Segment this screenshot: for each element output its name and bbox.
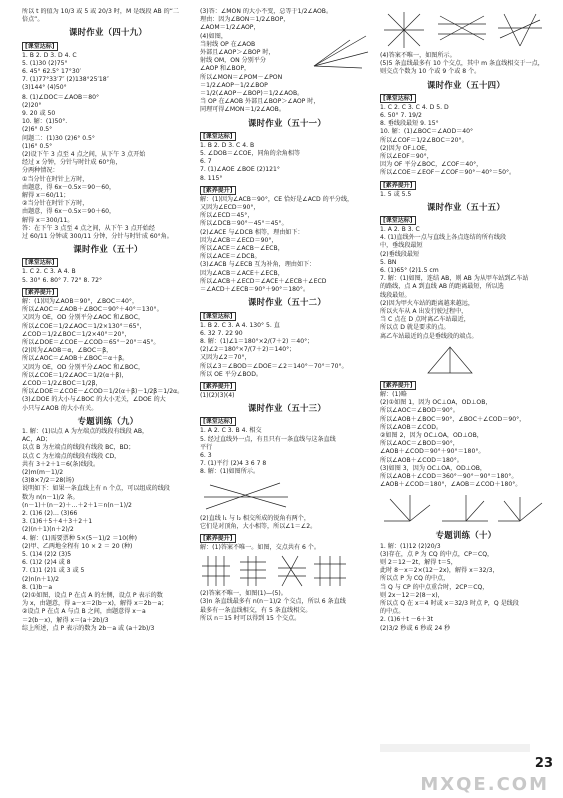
text-line: (2)①如图，设点 P 在点 A 的左侧，设点 P 表示的数 (22, 592, 163, 599)
section-tag: [素养提升] (380, 381, 416, 390)
text-line: 为 x，由题意，得 a－x＝2(b－x)，解得 x＝2b－a； (22, 600, 168, 608)
section-tag: [素养提升] (22, 288, 58, 297)
text-line: ∠AOP 和∠BOP， (200, 65, 251, 73)
text-line: ②设点 P 在点 A 与点 B 之间，由题意得 x－a (22, 608, 146, 616)
text-line: 所以∠AOC＝∠BOD＝90°， (380, 440, 459, 448)
text-line: (2)因为甲火车站的距离越来越远， (380, 299, 474, 307)
text-line: 10. 解：(1)∠BOC＝∠AOD＝40° (380, 128, 474, 136)
text-line: 6. (1)2 (2)4 或 8 (22, 559, 71, 567)
text-line: (2)(n＋1)(n＋2)/2 (22, 526, 74, 534)
text-line: 所以∠ACE＝∠DCB。 (200, 253, 261, 261)
text-line: 5. BN (380, 258, 397, 266)
text-line: 6. 50° 7. 19/2 (380, 112, 422, 120)
text-line: 解：(1)因为∠AOB＝90°，∠BOC＝40°， (22, 297, 139, 305)
text-line: 所以点 P 为 CQ 的中点， (380, 575, 450, 583)
text-line: ∠COD＝1/2∠BOC＝1/2β， (22, 379, 102, 387)
text-line: 所以∠ACE＝∠ACB－∠ECB， (200, 245, 284, 253)
text-line: 经过 x 分钟，分针与时针成 60°角， (22, 159, 122, 167)
text-line: 所以∠AOC＝∠AOB＋∠BOC＝α＋β。 (22, 355, 129, 363)
answer-lines (380, 52, 552, 77)
text-line: 射线 OM，ON 分别平分 (200, 57, 266, 65)
text-line: 同理可得∠MON＝1/2∠AOB。 (200, 106, 285, 114)
text-line: 共有 3＋2＋1＝6(条)线段。 (22, 460, 100, 468)
text-line: 解：(1)因为∠ACB＝90°，CE 恰好是∠ACD 的平分线， (200, 195, 354, 203)
answer-lines (200, 590, 374, 623)
text-line: 1. B 2. C 3. A 4. 130° 5. 直 (200, 321, 280, 329)
section-tag: [课堂达标] (22, 258, 58, 267)
section-title: 课时作业（五十三） (247, 403, 327, 414)
section-title: 课时作业（五十二） (247, 297, 327, 308)
text-line: 所以 OE 平分∠BOD。 (200, 370, 263, 378)
section-tag: [课堂达标] (22, 42, 58, 51)
text-line: (3)如图 3，因为 OC⊥OA，OD⊥OB， (380, 464, 487, 472)
text-line: 的中点。 (380, 608, 405, 616)
text-line: 8. (1)∠DOC＝∠AOB＝80° (22, 93, 100, 101)
text-line: (3)存在，点 P 为 CQ 的中点，CP＝CQ， (380, 550, 494, 558)
text-line: 所以∠DCB＝90°－45°＝45°。 (200, 220, 288, 228)
text-line: 所以∠AOB＋∠BOC＝90°，∠BOC＋∠COD＝90°， (380, 415, 526, 423)
answer-lines (380, 226, 552, 341)
text-line: 7. (1)77°33′7″ (2)138°25′18″ (22, 76, 109, 84)
answer-lines (200, 392, 374, 400)
text-line: ∠AOB＋∠COD＝180°，∠AOB＝∠COD＋180°。 (380, 481, 522, 489)
text-line: (2)垂线段最短 (380, 250, 420, 258)
section-title: 专题训练（九） (77, 415, 139, 426)
text-line: 6. 32 7. 22 90 (200, 329, 243, 337)
text-line: 当 C 点在 D 点时离乙车站最近， (380, 316, 470, 324)
text-line: (3)∠ACB 与∠ECB 互为补角，理由如下： (200, 261, 316, 269)
text-line: 理由：因为∠BON＝1/2∠BOP， (200, 16, 290, 24)
text-line: 的路线，点 A 到直线 AB 的距离最短，所以选 (380, 283, 504, 291)
text-line: AC，AD； (22, 436, 52, 444)
section-tag: [素养提升] (380, 181, 416, 190)
text-line: 7. (1)平行 (2)4 3 6 7 8 (200, 460, 267, 468)
answer-lines (380, 543, 552, 633)
text-line: (3)n 条直线最多有 n(n－1)/2 个交点，所以 6 条直线 (200, 598, 346, 606)
text-line: (3)答：∠MON 的大小不变，总等于1/2∠AOB。 (200, 8, 333, 15)
text-line: 所以∠AOC＝∠AOB＋∠BOC＝90°＋40°＝130°。 (22, 306, 163, 314)
answer-lines (22, 428, 194, 633)
text-line: 所以∠AOB＋∠COD＝180°。 (380, 456, 463, 464)
text-line: 则 2＝12－2t，解得 t＝5， (380, 558, 457, 566)
text-line: (3)∠DOE 的大小与∠BOC 的大小无关，∠DOE 的大 (22, 396, 166, 404)
text-line: 4. 解：(1)需要票种 5×(5－1)/2 ＝10(种) (22, 534, 138, 542)
text-line: 解：(1)答案不唯一。如图，交点共有 6 个。 (200, 543, 320, 551)
text-line: (3)144° (4)50° (22, 84, 67, 92)
text-line: 当 Q 与 CP 的中点重合时，2CP＝CQ， (380, 583, 489, 591)
number-line-strip (380, 744, 530, 752)
text-line: 3. (1)6＋5＋4＋3＋2＋1 (22, 518, 93, 526)
text-line: 6. (1)65° (2)1.5 cm (380, 267, 439, 275)
section-title: 课时作业（五十） (73, 244, 143, 255)
answer-lines (380, 191, 552, 199)
answer-lines (22, 52, 194, 93)
text-line: 过 60/11 分钟或 300/11 分钟，分针与时针成 60°角。 (22, 233, 173, 241)
text-line: 4. (1)直线外一点与直线上各点连结的所有线段 (380, 234, 507, 242)
triangle-figure (420, 343, 480, 377)
text-line: 1. C 2. C 3. C 4. D 5. D (380, 103, 449, 111)
text-line: (2)6° 0.5° (22, 126, 53, 134)
text-line: (3)8×7/2＝28(场) (22, 477, 75, 485)
star-lines-figure (380, 10, 550, 50)
text-line: (1)6° 0.5° (22, 142, 53, 150)
text-line: 离乙车站最近的点是垂线段的端点。 (380, 332, 478, 340)
text-line: ＝1/2(∠AOP－∠BOP)＝1/2∠AOB。 (200, 90, 304, 98)
text-line: 8. 解：(1)∠1＝180°×2/(7＋2) ＝40°； (200, 337, 314, 345)
text-line: 7. (1)∠AOE ∠BOE (2)121° (200, 166, 280, 174)
text-line: 所以点 D 就是要求的点。 (380, 324, 450, 332)
text-line: (2)n(n＋1)/2 (22, 575, 60, 583)
text-line: 5. 经过直线外一点，有且只有一条直线与这条直线 (200, 435, 336, 443)
text-line: (4)如图， (200, 32, 227, 40)
text-line: (2)3/2 秒或 6 秒或 24 秒 (380, 624, 451, 632)
text-line: 7. (1)1 (2)1 或 3 或 5 (22, 567, 85, 575)
answer-lines (200, 515, 374, 531)
text-line: (2)∠ACE 与∠DCB 相等，理由如下： (200, 228, 304, 236)
column-right (380, 8, 552, 748)
text-line: (2)m(m－1)/2 (22, 468, 64, 476)
text-line: 此时 8－x＝2×(12－2x)，解得 x＝32/3， (380, 567, 499, 575)
text-line: 所以 n＝15 时可以得到 15 个交点。 (200, 614, 301, 622)
answer-lines (200, 427, 374, 476)
section-title: 专题训练（十） (435, 530, 497, 541)
text-line: (4)答案不唯一，如图所示。 (380, 52, 456, 59)
text-line: 所以∠EOF＝90°， (380, 153, 433, 161)
text-line: 2. (1)6 (2)… (3)66 (22, 509, 78, 517)
section-tag: [素养提升] (200, 534, 236, 543)
text-line: (2)∠2＝180°×7/(7＋2)＝140°； (200, 346, 296, 354)
answer-lines (22, 298, 194, 413)
text-line: 由题意，得 6x－0.5x＝90－60， (22, 183, 116, 191)
text-line: (2)因为 OF⊥OE， (380, 144, 432, 152)
text-line: 8. 垂线段最短 9. 15° (380, 120, 439, 128)
text-line: 8. 解：(1)如图所示。 (200, 468, 260, 476)
text-line: 数为 n(n－1)/2 条。 (22, 493, 79, 501)
text-line: 倍点”。 (22, 16, 44, 24)
text-line: 5. 30° 6. 80° 7. 72° 8. 72° (22, 276, 103, 284)
text-line: 所以∠COE＝1/2∠AOC＝1/2×130°＝65°， (22, 322, 146, 330)
text-line: 说明如下：如果一条直线上有 n 个点，可以组成的线段 (22, 485, 170, 493)
text-line: 1. B 2. D 3. C 4. B (200, 141, 255, 149)
text-line: ＝∠ACD＋∠ECB＝90°＋90°＝180°。 (200, 286, 310, 294)
text-line: 所以 t 的值为 10/3 或 5 或 20/3 时，M 是线段 AB 的“二 (22, 8, 180, 15)
section-title: 课时作业（四十九） (68, 27, 148, 38)
text-line: 当射线 OP 在∠AOB (200, 40, 256, 48)
perpendicular-angles-figure (380, 491, 550, 527)
answer-lines (200, 142, 374, 183)
grid-lines-figure (200, 554, 370, 588)
text-line: (2)①如图 1，因为 OC⊥OA，OD⊥OB， (380, 399, 492, 407)
text-line: 1. 解：(1)12 (2)20/3 (380, 542, 441, 550)
section-tag: [素养提升] (200, 186, 236, 195)
text-line: ∠AOM＝1/2∠AOP， (200, 24, 260, 32)
answer-lines (200, 544, 374, 552)
text-line: (2)20° (22, 101, 42, 109)
text-line: 最多有一条直线相交，有 5 条直线相交。 (200, 606, 312, 614)
text-line: 1. A 2. C 3. B 4. 相交 (200, 427, 262, 435)
text-line: 因为 OF 平分∠BOC，∠COF＝40°， (380, 161, 483, 169)
column-middle (200, 8, 374, 748)
text-line: 6. 7 (200, 158, 212, 166)
text-line: 解得 x＝60/11； (22, 192, 70, 200)
text-line: 又因为∠ECD＝90°， (200, 204, 260, 212)
text-line: 所以∠ACB＋∠ECD＝∠ACE＋∠ECB＋∠ECD (200, 277, 327, 285)
text-line: 所以火车从 A 出发行驶过程中， (380, 308, 468, 316)
text-line: 所以∠AOC＝∠BOD＝90°。 (380, 407, 459, 415)
text-line: (2)直线 l₁ 与 l₂ 相交所成的锐角有两个， (200, 514, 310, 522)
text-line: 6. 3 (200, 451, 212, 459)
text-line: ②当分针在时针下方时， (22, 200, 89, 208)
text-line: 5. (1)30 (2)75° (22, 59, 68, 67)
text-line: 则 2x－12＝2(8－x)， (380, 591, 444, 599)
text-line: 又因为∠2＝70°， (200, 354, 251, 362)
text-line: 1. B 2. D 3. D 4. C (22, 51, 77, 59)
text-line: ∠COD＝1/2∠BOC＝1/2×40°＝20°， (22, 330, 131, 338)
text-line: 以点 C 为左端点的线段有线段 CD， (22, 452, 121, 460)
text-line: 当 OP 在∠AOB 外部且∠BOP＞∠AOP 时， (200, 98, 320, 106)
text-line: 又因为 OE，OD 分别平分∠AOC 和∠BOC， (22, 363, 145, 371)
text-line: 综上所述，点 P 表示的数为 2b－a 或 (a＋2b)/3 (22, 624, 155, 632)
text-line: 所以点 Q 在 x＝4 时或 x＝32/3 时点 P，Q 是线段 (380, 599, 519, 607)
answer-lines (22, 94, 194, 242)
text-line: 所以∠COE＝∠EOF－∠COF＝90°－40°＝50°。 (380, 169, 516, 177)
text-line: 所以∠AOB＝∠COD。 (380, 423, 443, 431)
text-line: ＝2(b－x)，解得 x＝(a＋2b)/3 (22, 616, 109, 624)
text-line: 解得 x＝300/11。 (22, 216, 74, 224)
text-line: 6. 45° 62.5° 17°30′ (22, 68, 81, 76)
text-line: 所以∠AOB＋∠COD＝360°－90°－90°＝180°。 (380, 472, 518, 480)
text-line: 它们是对顶角，大小相等，所以∠1＝∠2。 (200, 522, 317, 530)
page-number: 23 (534, 756, 553, 771)
text-line: 1. C 2. C 3. A 4. B (22, 268, 76, 276)
text-line: ②如图 2，因为 OC⊥OA，OD⊥OB， (380, 431, 483, 439)
text-line: 所以∠DOE＝∠COE－∠COD＝1/2(α＋β)－1/2β＝1/2α。 (22, 388, 184, 396)
text-line: 9. 20 或 50 (22, 110, 56, 118)
text-line: 又因为 OE，OD 分别平分∠AOC 和∠BOC， (22, 314, 145, 322)
text-line: 8. (1)b－a (22, 583, 53, 591)
text-line: 7. 解：(1)如图，连结 AB，则 AB 为从甲车站到乙车站 (380, 275, 529, 283)
section-tag: [素养提升] (200, 382, 236, 391)
text-line: 分两种情况： (22, 167, 59, 175)
text-line: 以点 B 为左端点的线段有线段 BC，BD； (22, 444, 135, 452)
text-line: 则交点个数为 10 个或 9 个或 8 个。 (380, 68, 481, 76)
text-line: (2)设下午 3 点至 4 点之间，从下午 3 点开始 (22, 151, 146, 159)
text-line: 1. 解：(1)以点 A 为左端点的线段有线段 AB， (22, 427, 149, 435)
text-line: (1)(2)(3)(4) (200, 391, 235, 399)
text-line: 所以∠MON＝∠POM－∠PON (200, 73, 283, 81)
watermark: MXQE.COM (420, 774, 549, 795)
text-line: 因为∠ACB＝∠ACE＋∠ECB， (200, 269, 284, 277)
text-line: 所以∠ECD＝45°， (200, 212, 254, 220)
text-line: 问题二：(1)30 (2)6° 0.5° (22, 134, 95, 142)
text-line: ＝1/2∠AOP－1/2∠BOP (200, 81, 268, 89)
text-line: 5. (1)4 (2)2 (3)5 (22, 550, 72, 558)
text-line: 所以∠DOE＝∠COE－∠COD＝65°－20°＝45°。 (22, 338, 160, 346)
text-line: (2)甲、乙两地全程有 10 × 2 ＝ 20 (种) (22, 542, 133, 550)
text-line: 2. (1)6＋t －6＋3t (380, 616, 434, 624)
intersecting-lines-figure (200, 479, 290, 513)
text-line: 外部且∠AOP＞∠BOP 时， (200, 49, 275, 57)
text-line: 中，垂线段最短 (380, 242, 423, 250)
text-line: 1. 5 或 5.5 (380, 190, 412, 198)
text-line: 平行 (200, 443, 213, 451)
text-line: (5)5 条直线最多有 10 个交点，其中 m 条直线相交于一点， (380, 60, 544, 68)
section-tag: [课堂达标] (200, 132, 236, 141)
text-line: 所以∠COE＝1/2∠AOC＝1/2(α＋β)， (22, 371, 128, 379)
text-line: ①当分针在时针上方时， (22, 175, 89, 183)
text-line: 5. ∠DOB＝∠COE，同角的余角相等 (200, 150, 301, 158)
section-tag: [课堂达标] (380, 216, 416, 225)
text-line: (2)因为∠AOB＝α，∠BOC＝β， (22, 347, 113, 355)
answer-lines (380, 391, 552, 489)
section-tag: [课堂达标] (380, 94, 416, 103)
text-line: 因为∠ACB＝∠ECD＝90°， (200, 236, 278, 244)
text-line: (2)答案不唯一，如图(1)—(5)。 (200, 590, 287, 598)
section-title: 课时作业（五十四） (426, 79, 506, 90)
column-left (22, 8, 194, 748)
text-line: 1. A 2. B 3. C (380, 226, 420, 234)
section-tag: [课堂达标] (200, 417, 236, 426)
text-line: 8. 115° (200, 174, 223, 182)
text-line: 10. 解：(1)50°. (22, 118, 68, 126)
text-line: 所以∠3＝∠BOD＝∠DOE＝∠2＝140°－70°＝70°。 (200, 362, 348, 370)
angle-figure (310, 32, 370, 72)
answer-lines (200, 196, 374, 294)
text-line: ∠AOB＋∠COD＝90°＋90°＝180°。 (380, 448, 485, 456)
text-line: 答：在下午 3 点至 4 点之间，从下午 3 点开始经 (22, 224, 155, 232)
answer-lines (22, 268, 194, 284)
section-title: 课时作业（五十五） (426, 201, 506, 212)
answer-lines (380, 104, 552, 178)
text-line: 由题意，得 6x－0.5x＝90＋60， (22, 208, 116, 216)
text-line: 小只与∠AOB 的大小有关。 (22, 404, 98, 412)
text-line: 解：(1)略 (380, 390, 407, 398)
intro-block (22, 8, 194, 24)
section-title: 课时作业（五十一） (247, 117, 327, 128)
section-tag: [课堂达标] (200, 312, 236, 321)
text-line: (n－1)＋(n－2)＋…＋2＋1＝n(n－1)/2 (22, 501, 132, 509)
text-line: 线段最短。 (380, 291, 411, 299)
answer-lines (200, 322, 374, 379)
text-line: 所以∠COF＝1/2∠BOC＝20°。 (380, 136, 468, 144)
